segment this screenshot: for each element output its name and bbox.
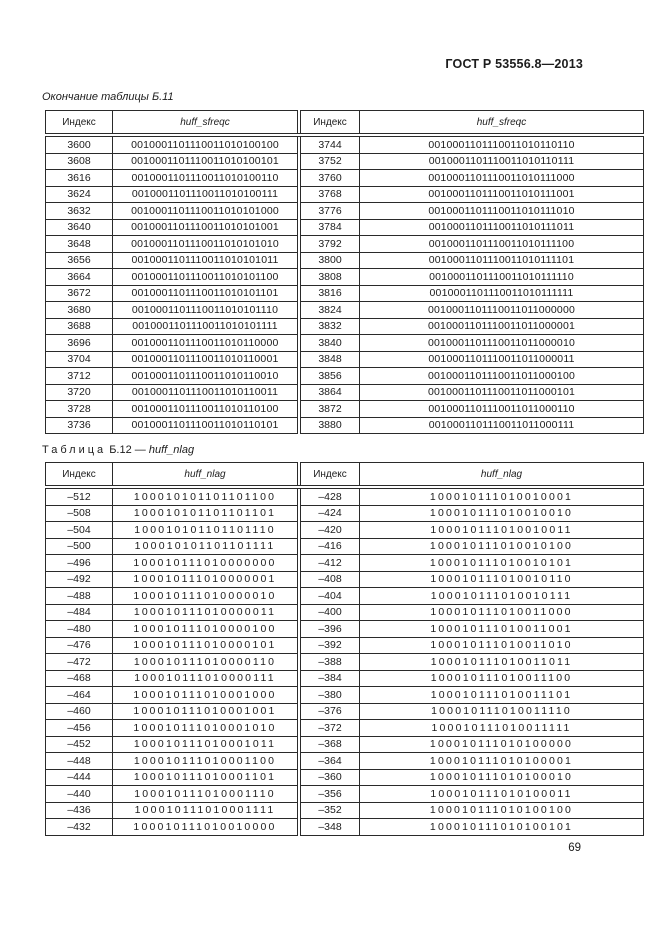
index-cell: –496 [46, 555, 113, 572]
index-cell: 3664 [46, 269, 113, 286]
index-cell: –376 [299, 703, 360, 720]
code-cell: 0010001101110011010111011 [360, 219, 644, 236]
code-cell: 0010001101110011010100100 [113, 135, 300, 153]
table-b12-huff-nlag [45, 462, 644, 836]
table-row [46, 135, 644, 153]
table-row [46, 555, 644, 572]
table-row [46, 736, 644, 753]
index-cell: –488 [46, 588, 113, 605]
code-cell: 100010111010000010 [113, 588, 300, 605]
table-row [46, 505, 644, 522]
index-cell: 3600 [46, 135, 113, 153]
index-cell: –432 [46, 819, 113, 836]
code-cell: 0010001101110011011000111 [360, 417, 644, 434]
index-cell: 3736 [46, 417, 113, 434]
index-cell: 3640 [46, 219, 113, 236]
table-row [46, 203, 644, 220]
table-row [46, 170, 644, 187]
code-cell: 100010111010000110 [113, 654, 300, 671]
code-cell: 100010111010001011 [113, 736, 300, 753]
index-cell: –404 [299, 588, 360, 605]
index-cell: –408 [299, 571, 360, 588]
index-cell: 3728 [46, 401, 113, 418]
table-row [46, 186, 644, 203]
table-row [46, 687, 644, 704]
code-cell: 100010111010100101 [360, 819, 644, 836]
table-row [46, 487, 644, 505]
code-cell: 0010001101110011010101101 [113, 285, 300, 302]
table-b11-body [46, 135, 644, 434]
table-b12-caption-number: Б.12 — [109, 444, 146, 456]
index-cell: –352 [299, 802, 360, 819]
index-cell: 3648 [46, 236, 113, 253]
index-cell: –504 [46, 522, 113, 539]
code-cell: 100010111010100000 [360, 736, 644, 753]
code-cell: 0010001101110011011000100 [360, 368, 644, 385]
code-cell: 100010111010000011 [113, 604, 300, 621]
index-cell: 3720 [46, 384, 113, 401]
code-cell: 0010001101110011010110101 [113, 417, 300, 434]
code-cell: 100010111010100011 [360, 786, 644, 803]
table-b11-continuation-caption: Окончание таблицы Б.11 [42, 91, 174, 103]
index-cell: –500 [46, 538, 113, 555]
index-cell: –364 [299, 753, 360, 770]
index-cell: 3792 [299, 236, 360, 253]
code-cell: 0010001101110011010111100 [360, 236, 644, 253]
table-row [46, 588, 644, 605]
code-cell: 100010111010010101 [360, 555, 644, 572]
table-row [46, 351, 644, 368]
index-cell: –448 [46, 753, 113, 770]
index-cell: 3872 [299, 401, 360, 418]
index-cell: –440 [46, 786, 113, 803]
index-cell: –424 [299, 505, 360, 522]
code-cell: 0010001101110011011000010 [360, 335, 644, 352]
table-b12-header-row [46, 463, 644, 488]
index-cell: 3680 [46, 302, 113, 319]
code-cell: 0010001101110011010110100 [113, 401, 300, 418]
code-cell: 100010101101101110 [113, 522, 300, 539]
index-cell: –384 [299, 670, 360, 687]
table-row [46, 153, 644, 170]
code-cell: 100010101101101111 [113, 538, 300, 555]
table-row [46, 654, 644, 671]
table-row [46, 703, 644, 720]
code-cell: 0010001101110011010111110 [360, 269, 644, 286]
index-cell: –388 [299, 654, 360, 671]
index-cell: –484 [46, 604, 113, 621]
table-row [46, 670, 644, 687]
table-b12-caption [42, 444, 194, 456]
code-cell: 100010101101101101 [113, 505, 300, 522]
column-header-huff-nlag-left: huff_nlag [113, 463, 300, 488]
table-b12-body [46, 487, 644, 835]
index-cell: 3632 [46, 203, 113, 220]
index-cell: –372 [299, 720, 360, 737]
table-row [46, 285, 644, 302]
code-cell: 100010111010011111 [360, 720, 644, 737]
code-cell: 0010001101110011010101010 [113, 236, 300, 253]
code-cell: 100010111010011010 [360, 637, 644, 654]
code-cell: 0010001101110011011000001 [360, 318, 644, 335]
table-row [46, 637, 644, 654]
code-cell: 100010111010000100 [113, 621, 300, 638]
code-cell: 100010111010001111 [113, 802, 300, 819]
index-cell: 3608 [46, 153, 113, 170]
code-cell: 0010001101110011010110011 [113, 384, 300, 401]
code-cell: 0010001101110011010110000 [113, 335, 300, 352]
index-cell: –508 [46, 505, 113, 522]
code-cell: 0010001101110011010110001 [113, 351, 300, 368]
table-row [46, 401, 644, 418]
code-cell: 100010111010010010 [360, 505, 644, 522]
column-header-index-right: Индекс [299, 463, 360, 488]
code-cell: 100010111010001110 [113, 786, 300, 803]
index-cell: 3768 [299, 186, 360, 203]
code-cell: 0010001101110011011000110 [360, 401, 644, 418]
code-cell: 100010111010001001 [113, 703, 300, 720]
index-cell: 3800 [299, 252, 360, 269]
table-b12-caption-word: Таблица [42, 444, 107, 456]
index-cell: –480 [46, 621, 113, 638]
index-cell: –512 [46, 487, 113, 505]
index-cell: –420 [299, 522, 360, 539]
index-cell: 3856 [299, 368, 360, 385]
index-cell: 3672 [46, 285, 113, 302]
code-cell: 0010001101110011010101011 [113, 252, 300, 269]
index-cell: –464 [46, 687, 113, 704]
index-cell: 3816 [299, 285, 360, 302]
index-cell: 3840 [299, 335, 360, 352]
code-cell: 0010001101110011010110111 [360, 153, 644, 170]
code-cell: 100010111010000001 [113, 571, 300, 588]
index-cell: 3824 [299, 302, 360, 319]
code-cell: 0010001101110011010111001 [360, 186, 644, 203]
code-cell: 100010111010011000 [360, 604, 644, 621]
table-row [46, 802, 644, 819]
table-row [46, 786, 644, 803]
index-cell: –452 [46, 736, 113, 753]
index-cell: –436 [46, 802, 113, 819]
table-row [46, 269, 644, 286]
table-row [46, 819, 644, 836]
index-cell: –476 [46, 637, 113, 654]
code-cell: 100010111010001100 [113, 753, 300, 770]
table-row [46, 236, 644, 253]
column-header-index-left: Индекс [46, 463, 113, 488]
index-cell: –392 [299, 637, 360, 654]
code-cell: 0010001101110011010111101 [360, 252, 644, 269]
table-row [46, 318, 644, 335]
index-cell: –492 [46, 571, 113, 588]
table-row [46, 538, 644, 555]
index-cell: –360 [299, 769, 360, 786]
index-cell: 3832 [299, 318, 360, 335]
code-cell: 0010001101110011010101111 [113, 318, 300, 335]
index-cell: –412 [299, 555, 360, 572]
table-row [46, 252, 644, 269]
index-cell: –368 [299, 736, 360, 753]
index-cell: 3808 [299, 269, 360, 286]
code-cell: 100010111010100100 [360, 802, 644, 819]
code-cell: 100010111010001101 [113, 769, 300, 786]
code-cell: 100010111010010000 [113, 819, 300, 836]
index-cell: 3752 [299, 153, 360, 170]
code-cell: 100010111010010100 [360, 538, 644, 555]
code-cell: 100010111010000101 [113, 637, 300, 654]
code-cell: 100010111010011110 [360, 703, 644, 720]
index-cell: 3656 [46, 252, 113, 269]
code-cell: 0010001101110011010101001 [113, 219, 300, 236]
index-cell: –416 [299, 538, 360, 555]
code-cell: 0010001101110011010111111 [360, 285, 644, 302]
index-cell: –456 [46, 720, 113, 737]
index-cell: –472 [46, 654, 113, 671]
table-row [46, 621, 644, 638]
code-cell: 100010111010100010 [360, 769, 644, 786]
table-row [46, 753, 644, 770]
table-row [46, 368, 644, 385]
code-cell: 0010001101110011011000000 [360, 302, 644, 319]
index-cell: –460 [46, 703, 113, 720]
code-cell: 0010001101110011010100111 [113, 186, 300, 203]
index-cell: 3784 [299, 219, 360, 236]
index-cell: 3776 [299, 203, 360, 220]
index-cell: –428 [299, 487, 360, 505]
code-cell: 100010111010010011 [360, 522, 644, 539]
index-cell: 3744 [299, 135, 360, 153]
table-row [46, 219, 644, 236]
code-cell: 0010001101110011010101110 [113, 302, 300, 319]
code-cell: 0010001101110011010110110 [360, 135, 644, 153]
index-cell: 3848 [299, 351, 360, 368]
index-cell: –396 [299, 621, 360, 638]
table-row [46, 571, 644, 588]
index-cell: 3880 [299, 417, 360, 434]
table-row [46, 604, 644, 621]
code-cell: 100010111010011001 [360, 621, 644, 638]
code-cell: 100010111010000000 [113, 555, 300, 572]
column-header-huff-sfreqc-right: huff_sfreqc [360, 111, 644, 136]
table-row [46, 335, 644, 352]
code-cell: 0010001101110011010100110 [113, 170, 300, 187]
table-row [46, 720, 644, 737]
table-row [46, 769, 644, 786]
code-cell: 0010001101110011011000101 [360, 384, 644, 401]
standard-reference: ГОСТ Р 53556.8—2013 [445, 57, 583, 71]
table-row [46, 522, 644, 539]
table-b11-header-row [46, 111, 644, 136]
code-cell: 100010111010011011 [360, 654, 644, 671]
index-cell: –400 [299, 604, 360, 621]
code-cell: 100010111010010111 [360, 588, 644, 605]
index-cell: –380 [299, 687, 360, 704]
index-cell: –468 [46, 670, 113, 687]
index-cell: 3688 [46, 318, 113, 335]
code-cell: 100010111010010110 [360, 571, 644, 588]
table-row [46, 417, 644, 434]
code-cell: 100010111010001000 [113, 687, 300, 704]
page-number: 69 [568, 842, 581, 854]
code-cell: 0010001101110011010101000 [113, 203, 300, 220]
index-cell: 3696 [46, 335, 113, 352]
code-cell: 0010001101110011011000011 [360, 351, 644, 368]
index-cell: 3760 [299, 170, 360, 187]
index-cell: –356 [299, 786, 360, 803]
index-cell: 3704 [46, 351, 113, 368]
table-b12-caption-code-name: huff_nlag [148, 444, 195, 456]
code-cell: 0010001101110011010101100 [113, 269, 300, 286]
code-cell: 100010111010100001 [360, 753, 644, 770]
code-cell: 0010001101110011010100101 [113, 153, 300, 170]
table-b11-huff-sfreqc [45, 110, 644, 434]
code-cell: 100010111010011101 [360, 687, 644, 704]
index-cell: –348 [299, 819, 360, 836]
code-cell: 100010101101101100 [113, 487, 300, 505]
code-cell: 100010111010011100 [360, 670, 644, 687]
table-row [46, 302, 644, 319]
column-header-huff-sfreqc-left: huff_sfreqc [113, 111, 300, 136]
index-cell: 3624 [46, 186, 113, 203]
index-cell: 3864 [299, 384, 360, 401]
code-cell: 100010111010001010 [113, 720, 300, 737]
code-cell: 100010111010000111 [113, 670, 300, 687]
table-row [46, 384, 644, 401]
code-cell: 100010111010010001 [360, 487, 644, 505]
index-cell: –444 [46, 769, 113, 786]
column-header-index-left: Индекс [46, 111, 113, 136]
code-cell: 0010001101110011010110010 [113, 368, 300, 385]
code-cell: 0010001101110011010111000 [360, 170, 644, 187]
index-cell: 3616 [46, 170, 113, 187]
column-header-index-right: Индекс [299, 111, 360, 136]
code-cell: 0010001101110011010111010 [360, 203, 644, 220]
column-header-huff-nlag-right: huff_nlag [360, 463, 644, 488]
index-cell: 3712 [46, 368, 113, 385]
